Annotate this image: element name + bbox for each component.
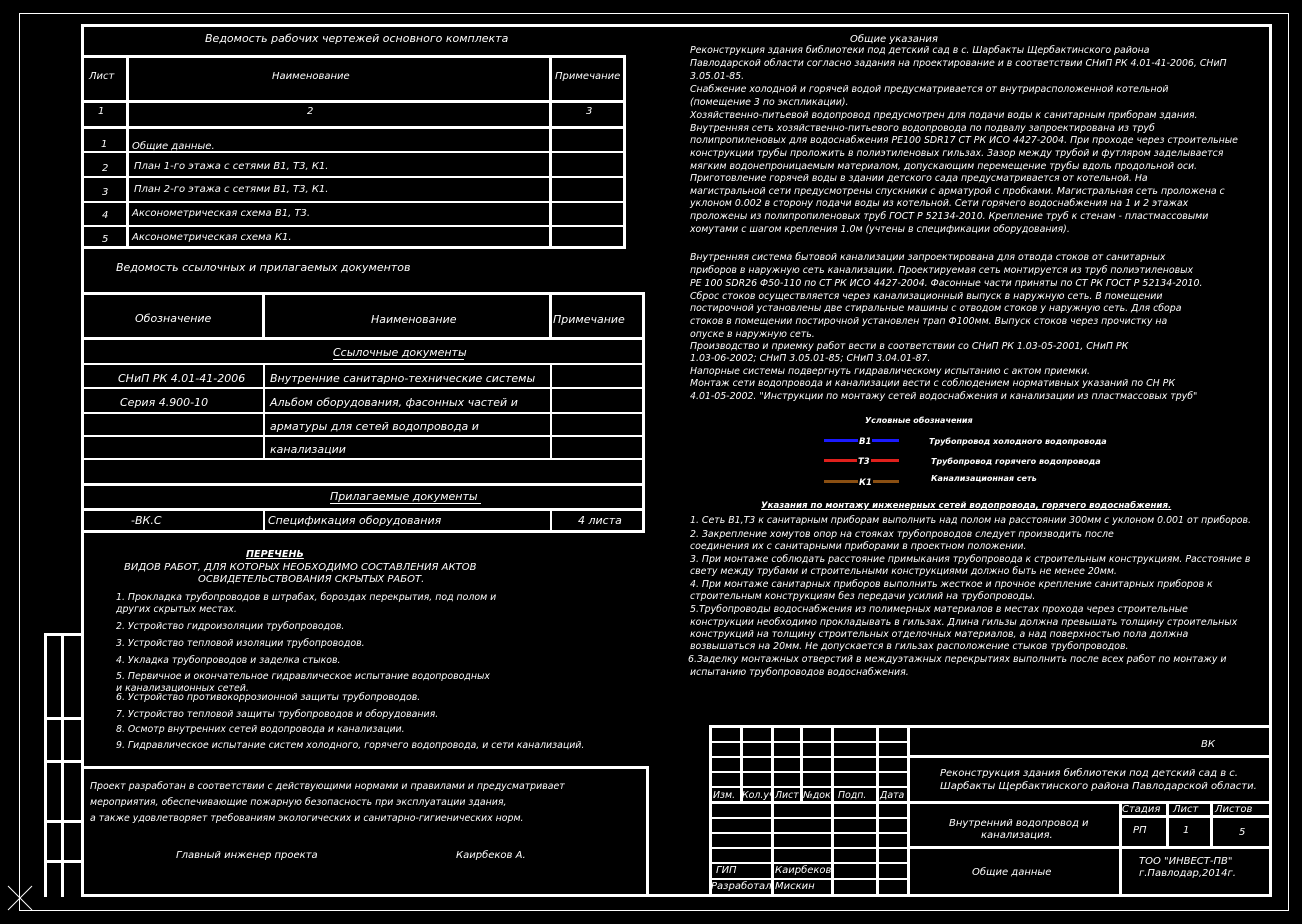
ref-header-name: Наименование [371,313,457,326]
stamp-col-label: №док [803,790,831,801]
general-notes-title: Общие указания [850,34,938,45]
list-item: 8. Осмотр внутренних сетей водопровода и канализации. [116,724,405,735]
project-title: Шарбакты Щербактинского района Павлодарской области. [940,781,1257,792]
install-line: возвышаться на 20мм. Не допускается в гильзах расположение стыков трубопроводов. [690,641,1129,652]
list-item: 4. Укладка трубопроводов и заделка стыков. [116,655,341,666]
notes-line: Внутренняя система бытовой канализации запроектирована для отвода стоков от санитарных [690,252,1166,263]
drawing-title: канализация. [981,830,1053,841]
project-title: Реконструкция здания библиотеки под детский сад в с. [940,768,1238,779]
chief-engineer-name: Каирбеков А. [456,850,526,861]
legend-code: Т3 [858,457,870,467]
col-number: 1 [98,106,105,117]
notes-line: уклоном 0.002 в сторону подачи воды из котельной. Сети горячего водоснабжения на 1 и 2 этажах [690,198,1189,209]
gip-name: Каирбеков [775,865,832,876]
list-item: 9. Гидравлическое испытание систем холодного, горячего водопровода, и сети канализаций. [116,740,585,751]
developer-label: Разработал [711,881,772,892]
sheet-number: 1 [101,139,108,150]
ref-name: Внутренние санитарно-технические системы [270,372,536,385]
list-item: 7. Устройство тепловой защиты трубопроводов и оборудования. [116,709,439,720]
notes-line: 1.03-06-2002; СНиП 3.05.01-85; СНиП 3.04.01-87. [690,353,931,364]
stage-value: РП [1133,825,1147,836]
stamp-col-label: Подп. [838,790,867,801]
notes-line: стоков в помещении постирочной установлен трап Ф100мм. Выпуск стоков через прочистку на [690,316,1168,327]
list-item: 2. Устройство гидроизоляции трубопроводов. [116,621,345,632]
drawing-title: Внутренний водопровод и [949,818,1089,829]
section-attached-docs: Прилагаемые документы [330,490,478,503]
notes-line: Напорные системы подвергнуть гидравлическому испытанию с актом приемки. [690,366,1091,377]
statement-line: мероприятия, обеспечивающие пожарную безопасность при эксплуатации здания, [90,797,507,808]
notes-line: Монтаж сети водопровода и канализации вести с соблюдением нормативных указаний по СН РК [690,378,1175,389]
install-line: 3. При монтаже соблюдать расстояние примыкания трубопровода к строительным конструкциям. Расстояние в [690,554,1251,565]
stage-label: Стадия [1122,804,1161,815]
notes-line: Снабжение холодной и горячей водой предусматривается от внутрирасположенной котельной [690,84,1169,95]
installation-title: Указания по монтажу инженерных сетей водопровода, горячего водоснабжения. [761,501,1172,511]
crosshair-icon [6,884,36,914]
install-line: соединения их с санитарными приборами в проектном положении. [690,541,1027,552]
sheet-value: 1 [1183,825,1190,836]
notes-line: Хозяйственно-питьевой водопровод предусмотрен для подачи воды к санитарным приборам здания. [690,110,1198,121]
gip-label: ГИП [716,865,737,876]
stamp-col-label: Изм. [713,790,736,801]
col-header-sheet: Лист [89,71,115,82]
notes-line: Сброс стоков осуществляется через канализационный выпуск в наружную сеть. В помещении [690,291,1163,302]
drawings-list-title: Ведомость рабочих чертежей основного комплекта [205,32,509,45]
install-line: 2. Закрепление хомутов опор на стояках трубопроводов следует производить после [690,529,1114,540]
install-line: конструкций на толщину строительных отделочных материалов, а над поверхностью пола должна [690,629,1189,640]
install-line: 4. При монтаже санитарных приборов выполнить жесткое и прочное крепление санитарных приборов к [690,579,1213,590]
statement-line: а также удовлетворяет требованиям экологических и санитарно-гигиенических норм. [90,813,524,824]
install-line: строительным конструкциям без передачи усилий на трубопроводы. [690,591,1036,602]
legend-title: Условные обозначения [865,416,973,425]
install-line: 5.Трубопроводы водоснабжения из полимерных материалов в местах прохода через строительные [690,604,1188,615]
col-number: 2 [307,106,314,117]
statement-line: Проект разработан в соответствии с действующими нормами и правилами и предусматривает [90,781,565,792]
sheet-label: Лист [1173,804,1199,815]
ref-name: арматуры для сетей водопровода и [270,420,479,433]
install-line: конструкции необходимо прокладывать в гильзах. Длина гильзы должна превышать толщину строительных [690,617,1238,628]
attached-note: 4 листа [578,514,622,527]
ref-code: СНиП РК 4.01-41-2006 [118,372,246,385]
works-title: ПЕРЕЧЕНЬ [246,549,304,560]
legend-label: Канализационная сеть [931,474,1037,483]
sheets-value: 5 [1239,827,1246,838]
sheet-number: 3 [102,187,109,198]
works-subtitle: ОСВИДЕТЕЛЬСТВОВАНИЯ СКРЫТЫХ РАБОТ. [198,574,425,585]
ref-header-code: Обозначение [135,312,212,325]
install-line: испытанию трубопроводов водоснабжения. [690,667,909,678]
sheet-number: 2 [102,163,109,174]
notes-line: хомутами с шагом крепления 1.0м (учтены в спецификации оборудования). [690,224,1070,235]
notes-line: Внутренняя сеть хозяйственно-питьевого водопровода по подвалу запроектирована из труб [690,123,1155,134]
notes-line: 3.05.01-85. [690,71,745,82]
notes-line: 4.01-05-2002. "Инструкции по монтажу сетей водоснабжения и канализации из пластмассовых труб" [690,391,1198,402]
list-item: 3. Устройство тепловой изоляции трубопроводов. [116,638,365,649]
sheet-title: Общие данные [972,867,1052,878]
notes-line: Павлодарской области согласно задания на проектирование и в соответствии СНиП РК 4.01-41-2006, СНиП [690,58,1227,69]
references-title: Ведомость ссылочных и прилагаемых документов [116,261,411,274]
legend-label: Трубопровод горячего водопровода [931,457,1101,466]
list-item: 6. Устройство противокоррозионной защиты трубопроводов. [116,692,421,703]
sheet-name: Аксонометрическая схема К1. [132,232,292,243]
notes-line: магистральной сети предусмотрены спускники с арматурой с пробками. Магистральная сеть проложена с [690,186,1225,197]
section-reference-docs: Ссылочные документы [333,346,467,359]
col-number: 3 [586,106,593,117]
organization-city: г.Павлодар,2014г. [1139,868,1236,879]
chief-engineer-label: Главный инженер проекта [176,850,318,861]
legend-label: Трубопровод холодного водопровода [929,437,1107,446]
ref-name: Альбом оборудования, фасонных частей и [270,396,518,409]
sheet-name: Аксонометрическая схема В1, Т3. [132,208,311,219]
stamp-col-label: Дата [880,790,905,801]
ref-code: Серия 4.900-10 [120,396,209,409]
developer-name: Мискин [775,881,815,892]
install-line: 1. Сеть В1,Т3 к санитарным приборам выполнить над полом на расстоянии 300мм с уклоном 0.001 от приборов. [690,515,1252,526]
stamp-col-label: Лист [775,790,799,801]
sheet-number: 4 [102,210,109,221]
notes-line: проложены из полипропиленовых труб ГОСТ Р 52134-2010. Крепление труб к стенам - пластмассовыми [690,211,1209,222]
notes-line: приборов в наружную сеть канализации. Проектируемая сеть монтируется из труб полиэтиленовых [690,265,1194,276]
legend-code: В1 [859,437,872,447]
sheets-label: Листов [1215,804,1253,815]
notes-line: Приготовление горячей воды в здании детского сада предусматривается от котельной. На [690,173,1148,184]
sheet-name: План 1-го этажа с сетями В1, Т3, К1. [134,161,329,172]
notes-line: PE 100 SDR26 Ф50-110 по СТ РК ИСО 4427-2004. Фасонные части приняты по СТ РК ГОСТ Р 52134-2010. [690,278,1203,289]
works-subtitle: ВИДОВ РАБОТ, ДЛЯ КОТОРЫХ НЕОБХОДИМО СОСТАВЛЕНИЯ АКТОВ [124,562,477,573]
stamp-col-label: Кол.уч [742,790,775,801]
ref-name: канализации [270,443,346,456]
notes-line: Реконструкция здания библиотеки под детский сад в с. Шарбакты Щербактинского района [690,45,1150,56]
install-line: 6.Заделку монтажных отверстий в междуэтажных перекрытиях выполнить после всех работ по монтажу и [688,654,1227,665]
list-item: других скрытых местах. [116,604,237,615]
list-item: 5. Первичное и окончательное гидравлическое испытание водопроводных [116,671,490,682]
legend-code: К1 [859,478,872,488]
notes-line: полипропиленовых для водоснабжения PE100 SDR17 СТ РК ИСО 4427-2004. При проходе через строительные [690,135,1238,146]
list-item: и канализационных сетей. [116,683,249,694]
document-code: ВК [1201,739,1215,750]
notes-line: Производство и приемку работ вести в соответствии со СНиП РК 1.03-05-2001, СНиП РК [690,341,1129,352]
notes-line: конструкции трубы проложить в полиэтиленовых гильзах. Зазор между трубой и футляром заделывается [690,148,1224,159]
install-line: свету между трубами и строительными конструкциями должно быть не менее 20мм. [690,566,1117,577]
attached-code: -ВК.С [131,514,162,527]
col-header-note: Примечание [555,71,621,82]
list-item: 1. Прокладка трубопроводов в штрабах, бороздах перекрытия, под полом и [116,592,497,603]
attached-name: Спецификация оборудования [268,514,442,527]
sheet-name: План 2-го этажа с сетями В1, Т3, К1. [134,184,329,195]
col-header-name: Наименование [272,71,350,82]
organization-name: ТОО "ИНВЕСТ-ПВ" [1139,856,1233,867]
sheet-name: Общие данные. [132,141,215,152]
notes-line: опуске в наружную сеть. [690,329,815,340]
notes-line: мягким водонепроницаемым материалом, допускающим перемещение трубы вдоль продольной оси. [690,161,1198,172]
ref-header-note: Примечание [553,313,625,326]
notes-line: постирочной установлены две стиральные машины с отводом стоков у наружную сеть. Для сбора [690,303,1182,314]
notes-line: (помещение 3 по экспликации). [690,97,849,108]
sheet-number: 5 [102,234,109,245]
